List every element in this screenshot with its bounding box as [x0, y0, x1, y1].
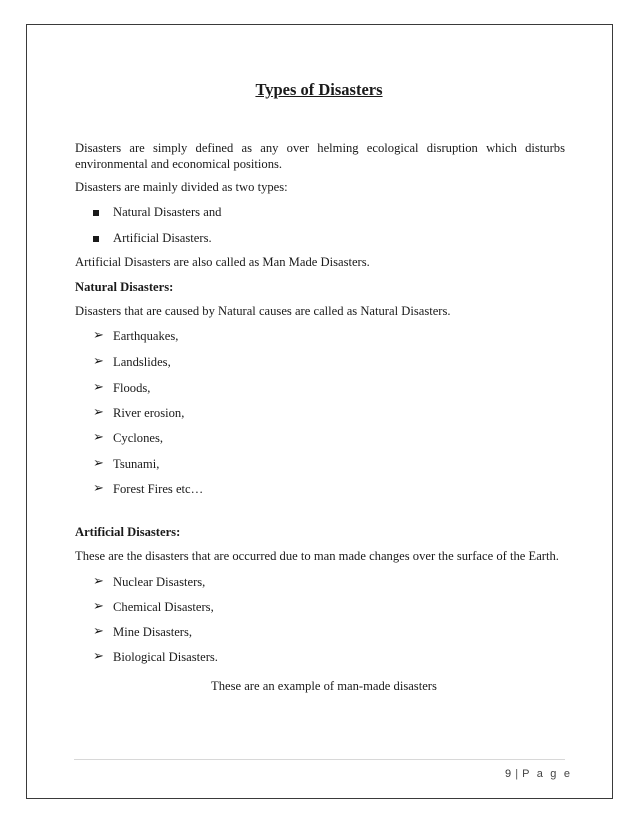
- artificial-item: Mine Disasters,: [113, 625, 193, 639]
- arrow-bullet-icon: ➢: [93, 354, 104, 369]
- types-intro: Disasters are mainly divided as two types:: [75, 180, 288, 194]
- intro-line-1: Disasters are simply defined as any over helming ecological disruption which disturbs: [75, 141, 565, 155]
- type-item-natural: Natural Disasters and: [113, 205, 222, 219]
- page-number-value: 9: [505, 768, 512, 780]
- arrow-bullet-icon: ➢: [93, 328, 104, 343]
- natural-item: Tsunami,: [113, 457, 160, 471]
- natural-item: Floods,: [113, 381, 151, 395]
- arrow-bullet-icon: ➢: [93, 380, 104, 395]
- natural-item: River erosion,: [113, 406, 185, 420]
- page-number-separator: |: [515, 768, 519, 780]
- square-bullet-icon: [93, 236, 99, 242]
- arrow-bullet-icon: ➢: [93, 481, 104, 496]
- artificial-item: Biological Disasters.: [113, 650, 218, 664]
- intro-line-2: environmental and economical positions.: [75, 157, 283, 171]
- natural-item: Cyclones,: [113, 431, 164, 445]
- arrow-bullet-icon: ➢: [93, 405, 104, 420]
- artificial-description: These are the disasters that are occurred due to man made changes over the surface of the Earth.: [75, 549, 559, 563]
- arrow-bullet-icon: ➢: [93, 599, 104, 614]
- arrow-bullet-icon: ➢: [93, 456, 104, 471]
- artificial-heading: Artificial Disasters:: [75, 525, 181, 539]
- natural-heading: Natural Disasters:: [75, 280, 174, 294]
- footer-divider: [74, 759, 565, 760]
- artificial-item: Chemical Disasters,: [113, 600, 214, 614]
- natural-description: Disasters that are caused by Natural causes are called as Natural Disasters.: [75, 304, 451, 318]
- artificial-alias-text: Artificial Disasters are also called as Man Made Disasters.: [75, 255, 370, 269]
- natural-item: Landslides,: [113, 355, 171, 369]
- natural-item: Forest Fires etc…: [113, 482, 204, 496]
- arrow-bullet-icon: ➢: [93, 624, 104, 639]
- artificial-item: Nuclear Disasters,: [113, 575, 206, 589]
- page-number: [505, 768, 572, 780]
- document-title: Types of Disasters: [255, 80, 383, 99]
- square-bullet-icon: [93, 210, 99, 216]
- type-item-artificial: Artificial Disasters.: [113, 231, 212, 245]
- intro-paragraph: [75, 140, 565, 172]
- page-word: P a g e: [522, 768, 573, 780]
- arrow-bullet-icon: ➢: [93, 649, 104, 664]
- arrow-bullet-icon: ➢: [93, 430, 104, 445]
- closing-text: These are an example of man-made disasters: [211, 679, 437, 693]
- natural-item: Earthquakes,: [113, 329, 179, 343]
- arrow-bullet-icon: ➢: [93, 574, 104, 589]
